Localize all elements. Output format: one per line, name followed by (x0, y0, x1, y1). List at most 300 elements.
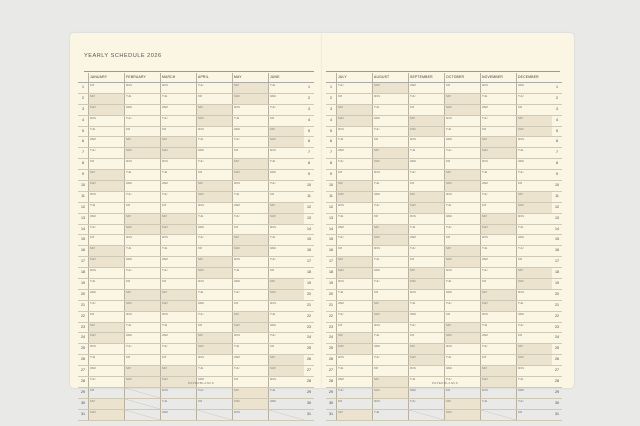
day-cell[interactable] (88, 257, 124, 267)
day-cell[interactable] (196, 290, 232, 300)
day-cell[interactable] (268, 127, 304, 137)
day-cell[interactable] (160, 170, 196, 180)
day-cell[interactable] (408, 399, 444, 409)
day-cell[interactable] (268, 301, 304, 311)
day-cell[interactable] (232, 170, 268, 180)
day-cell[interactable] (232, 257, 268, 267)
day-cell[interactable] (196, 355, 232, 365)
day-cell[interactable] (88, 94, 124, 104)
day-cell[interactable] (196, 214, 232, 224)
day-cell[interactable] (408, 355, 444, 365)
day-cell[interactable] (408, 94, 444, 104)
day-cell[interactable] (372, 214, 408, 224)
day-cell[interactable] (516, 388, 552, 398)
day-cell[interactable] (516, 127, 552, 137)
day-cell[interactable] (88, 312, 124, 322)
day-cell[interactable] (372, 290, 408, 300)
day-cell[interactable] (516, 257, 552, 267)
day-cell[interactable] (232, 410, 268, 420)
day-cell[interactable] (160, 366, 196, 376)
day-cell[interactable] (232, 137, 268, 147)
day-cell[interactable] (444, 116, 480, 126)
day-cell[interactable] (516, 83, 552, 93)
day-cell[interactable] (480, 344, 516, 354)
day-cell[interactable] (444, 192, 480, 202)
day-cell[interactable] (196, 116, 232, 126)
day-cell[interactable] (196, 127, 232, 137)
day-cell[interactable] (124, 257, 160, 267)
day-cell[interactable] (160, 159, 196, 169)
day-cell[interactable] (516, 366, 552, 376)
day-cell[interactable] (480, 105, 516, 115)
day-cell[interactable] (516, 399, 552, 409)
day-cell[interactable] (336, 344, 372, 354)
day-cell[interactable] (196, 268, 232, 278)
day-cell[interactable] (268, 312, 304, 322)
day-cell[interactable] (268, 290, 304, 300)
day-cell[interactable] (444, 94, 480, 104)
day-cell[interactable] (372, 268, 408, 278)
day-cell[interactable] (516, 377, 552, 387)
day-cell[interactable] (232, 399, 268, 409)
day-cell[interactable] (268, 83, 304, 93)
day-cell[interactable] (480, 290, 516, 300)
day-cell[interactable] (88, 127, 124, 137)
day-cell[interactable] (88, 148, 124, 158)
day-cell[interactable] (160, 137, 196, 147)
day-cell[interactable] (408, 366, 444, 376)
day-cell[interactable] (372, 410, 408, 420)
day-cell[interactable] (88, 388, 124, 398)
day-cell[interactable] (372, 203, 408, 213)
day-cell[interactable] (232, 94, 268, 104)
day-cell[interactable] (516, 225, 552, 235)
day-cell[interactable] (372, 355, 408, 365)
day-cell[interactable] (88, 377, 124, 387)
day-cell[interactable] (372, 170, 408, 180)
day-cell[interactable] (268, 333, 304, 343)
day-cell[interactable] (196, 203, 232, 213)
day-cell[interactable] (516, 181, 552, 191)
day-cell[interactable] (336, 170, 372, 180)
day-cell[interactable] (160, 333, 196, 343)
day-cell[interactable] (336, 246, 372, 256)
day-cell[interactable] (480, 279, 516, 289)
day-cell[interactable] (444, 290, 480, 300)
day-cell[interactable] (196, 366, 232, 376)
day-cell[interactable] (88, 83, 124, 93)
day-cell[interactable] (88, 105, 124, 115)
day-cell[interactable] (232, 116, 268, 126)
day-cell[interactable] (160, 127, 196, 137)
day-cell[interactable] (444, 323, 480, 333)
day-cell[interactable] (444, 312, 480, 322)
day-cell[interactable] (160, 290, 196, 300)
day-cell[interactable] (160, 94, 196, 104)
day-cell[interactable] (124, 170, 160, 180)
day-cell[interactable] (124, 377, 160, 387)
day-cell[interactable] (124, 137, 160, 147)
day-cell[interactable] (268, 203, 304, 213)
day-cell[interactable] (160, 105, 196, 115)
day-cell[interactable] (160, 148, 196, 158)
day-cell[interactable] (268, 94, 304, 104)
day-cell[interactable] (232, 148, 268, 158)
day-cell[interactable] (88, 181, 124, 191)
day-cell[interactable] (372, 127, 408, 137)
day-cell[interactable] (124, 83, 160, 93)
day-cell[interactable] (444, 388, 480, 398)
day-cell[interactable] (196, 301, 232, 311)
day-cell[interactable] (336, 83, 372, 93)
day-cell[interactable] (444, 344, 480, 354)
day-cell[interactable] (372, 388, 408, 398)
day-cell[interactable] (160, 246, 196, 256)
day-cell[interactable] (268, 116, 304, 126)
day-cell[interactable] (160, 225, 196, 235)
day-cell[interactable] (516, 94, 552, 104)
day-cell[interactable] (336, 105, 372, 115)
day-cell[interactable] (268, 355, 304, 365)
day-cell[interactable] (372, 137, 408, 147)
day-cell[interactable] (88, 399, 124, 409)
day-cell[interactable] (196, 225, 232, 235)
day-cell[interactable] (480, 246, 516, 256)
day-cell[interactable] (336, 127, 372, 137)
day-cell[interactable] (372, 246, 408, 256)
day-cell[interactable] (160, 235, 196, 245)
day-cell[interactable] (196, 246, 232, 256)
day-cell[interactable] (408, 246, 444, 256)
day-cell[interactable] (268, 388, 304, 398)
day-cell[interactable] (268, 268, 304, 278)
day-cell[interactable] (408, 137, 444, 147)
day-cell[interactable] (196, 105, 232, 115)
day-cell[interactable] (232, 344, 268, 354)
day-cell[interactable] (480, 83, 516, 93)
day-cell[interactable] (88, 279, 124, 289)
day-cell[interactable] (160, 312, 196, 322)
day-cell[interactable] (336, 257, 372, 267)
day-cell[interactable] (408, 344, 444, 354)
day-cell[interactable] (124, 312, 160, 322)
day-cell[interactable] (196, 83, 232, 93)
day-cell[interactable] (268, 170, 304, 180)
day-cell[interactable] (232, 312, 268, 322)
day-cell[interactable] (444, 225, 480, 235)
day-cell[interactable] (516, 312, 552, 322)
day-cell[interactable] (124, 148, 160, 158)
day-cell[interactable] (88, 225, 124, 235)
day-cell[interactable] (124, 127, 160, 137)
day-cell[interactable] (124, 333, 160, 343)
day-cell[interactable] (268, 105, 304, 115)
day-cell[interactable] (372, 105, 408, 115)
day-cell[interactable] (196, 399, 232, 409)
day-cell[interactable] (88, 116, 124, 126)
day-cell[interactable] (196, 257, 232, 267)
day-cell[interactable] (336, 137, 372, 147)
day-cell[interactable] (232, 246, 268, 256)
day-cell[interactable] (336, 203, 372, 213)
day-cell[interactable] (124, 355, 160, 365)
day-cell[interactable] (480, 214, 516, 224)
day-cell[interactable] (196, 181, 232, 191)
day-cell[interactable] (408, 301, 444, 311)
day-cell[interactable] (516, 355, 552, 365)
day-cell[interactable] (336, 333, 372, 343)
day-cell[interactable] (480, 170, 516, 180)
day-cell[interactable] (232, 388, 268, 398)
day-cell[interactable] (372, 312, 408, 322)
day-cell[interactable] (408, 323, 444, 333)
day-cell[interactable] (160, 192, 196, 202)
day-cell[interactable] (268, 225, 304, 235)
day-cell[interactable] (232, 192, 268, 202)
day-cell[interactable] (372, 366, 408, 376)
day-cell[interactable] (444, 268, 480, 278)
day-cell[interactable] (408, 257, 444, 267)
day-cell[interactable] (480, 148, 516, 158)
day-cell[interactable] (88, 235, 124, 245)
day-cell[interactable] (444, 399, 480, 409)
day-cell[interactable] (160, 388, 196, 398)
day-cell[interactable] (124, 366, 160, 376)
day-cell[interactable] (268, 323, 304, 333)
day-cell[interactable] (516, 279, 552, 289)
day-cell[interactable] (444, 214, 480, 224)
day-cell[interactable] (408, 225, 444, 235)
day-cell[interactable] (124, 159, 160, 169)
day-cell[interactable] (516, 290, 552, 300)
day-cell[interactable] (124, 116, 160, 126)
day-cell[interactable] (88, 344, 124, 354)
day-cell[interactable] (372, 225, 408, 235)
day-cell[interactable] (124, 268, 160, 278)
day-cell[interactable] (268, 344, 304, 354)
day-cell[interactable] (516, 148, 552, 158)
day-cell[interactable] (516, 214, 552, 224)
day-cell[interactable] (196, 344, 232, 354)
day-cell[interactable] (88, 366, 124, 376)
day-cell[interactable] (232, 333, 268, 343)
day-cell[interactable] (408, 388, 444, 398)
day-cell[interactable] (444, 410, 480, 420)
day-cell[interactable] (480, 333, 516, 343)
day-cell[interactable] (232, 279, 268, 289)
day-cell[interactable] (516, 235, 552, 245)
day-cell[interactable] (444, 148, 480, 158)
day-cell[interactable] (336, 225, 372, 235)
day-cell[interactable] (408, 181, 444, 191)
day-cell[interactable] (480, 235, 516, 245)
day-cell[interactable] (372, 333, 408, 343)
day-cell[interactable] (268, 246, 304, 256)
day-cell[interactable] (336, 399, 372, 409)
day-cell[interactable] (408, 83, 444, 93)
day-cell[interactable] (372, 235, 408, 245)
day-cell[interactable] (516, 410, 552, 420)
day-cell[interactable] (408, 159, 444, 169)
day-cell[interactable] (160, 323, 196, 333)
day-cell[interactable] (160, 257, 196, 267)
day-cell[interactable] (124, 225, 160, 235)
day-cell[interactable] (336, 410, 372, 420)
day-cell[interactable] (372, 323, 408, 333)
day-cell[interactable] (336, 116, 372, 126)
day-cell[interactable] (372, 148, 408, 158)
day-cell[interactable] (88, 159, 124, 169)
day-cell[interactable] (408, 203, 444, 213)
day-cell[interactable] (88, 203, 124, 213)
day-cell[interactable] (88, 301, 124, 311)
day-cell[interactable] (124, 94, 160, 104)
day-cell[interactable] (124, 214, 160, 224)
day-cell[interactable] (160, 399, 196, 409)
day-cell[interactable] (516, 116, 552, 126)
day-cell[interactable] (480, 192, 516, 202)
day-cell[interactable] (336, 323, 372, 333)
day-cell[interactable] (232, 235, 268, 245)
day-cell[interactable] (444, 105, 480, 115)
day-cell[interactable] (160, 268, 196, 278)
day-cell[interactable] (372, 94, 408, 104)
day-cell[interactable] (480, 268, 516, 278)
day-cell[interactable] (372, 181, 408, 191)
day-cell[interactable] (232, 105, 268, 115)
day-cell[interactable] (232, 214, 268, 224)
day-cell[interactable] (408, 192, 444, 202)
day-cell[interactable] (444, 181, 480, 191)
day-cell[interactable] (196, 159, 232, 169)
day-cell[interactable] (336, 148, 372, 158)
day-cell[interactable] (444, 246, 480, 256)
day-cell[interactable] (232, 181, 268, 191)
day-cell[interactable] (516, 170, 552, 180)
day-cell[interactable] (160, 279, 196, 289)
day-cell[interactable] (160, 214, 196, 224)
day-cell[interactable] (196, 388, 232, 398)
day-cell[interactable] (372, 399, 408, 409)
day-cell[interactable] (480, 301, 516, 311)
day-cell[interactable] (88, 137, 124, 147)
day-cell[interactable] (336, 279, 372, 289)
day-cell[interactable] (336, 388, 372, 398)
day-cell[interactable] (480, 388, 516, 398)
day-cell[interactable] (408, 116, 444, 126)
day-cell[interactable] (480, 203, 516, 213)
day-cell[interactable] (444, 235, 480, 245)
day-cell[interactable] (88, 268, 124, 278)
day-cell[interactable] (408, 170, 444, 180)
day-cell[interactable] (160, 203, 196, 213)
day-cell[interactable] (480, 181, 516, 191)
day-cell[interactable] (408, 214, 444, 224)
day-cell[interactable] (444, 203, 480, 213)
day-cell[interactable] (124, 192, 160, 202)
day-cell[interactable] (124, 323, 160, 333)
day-cell[interactable] (516, 203, 552, 213)
day-cell[interactable] (516, 344, 552, 354)
day-cell[interactable] (516, 192, 552, 202)
day-cell[interactable] (408, 268, 444, 278)
day-cell[interactable] (444, 170, 480, 180)
day-cell[interactable] (124, 235, 160, 245)
day-cell[interactable] (372, 344, 408, 354)
day-cell[interactable] (480, 377, 516, 387)
day-cell[interactable] (196, 312, 232, 322)
day-cell[interactable] (232, 377, 268, 387)
day-cell[interactable] (480, 366, 516, 376)
day-cell[interactable] (196, 192, 232, 202)
day-cell[interactable] (268, 181, 304, 191)
day-cell[interactable] (444, 83, 480, 93)
day-cell[interactable] (268, 159, 304, 169)
day-cell[interactable] (232, 159, 268, 169)
day-cell[interactable] (480, 127, 516, 137)
day-cell[interactable] (480, 94, 516, 104)
day-cell[interactable] (480, 312, 516, 322)
day-cell[interactable] (336, 192, 372, 202)
day-cell[interactable] (88, 355, 124, 365)
day-cell[interactable] (124, 246, 160, 256)
day-cell[interactable] (336, 301, 372, 311)
day-cell[interactable] (408, 235, 444, 245)
day-cell[interactable] (268, 235, 304, 245)
day-cell[interactable] (160, 344, 196, 354)
day-cell[interactable] (336, 377, 372, 387)
day-cell[interactable] (268, 192, 304, 202)
day-cell[interactable] (124, 105, 160, 115)
day-cell[interactable] (516, 323, 552, 333)
day-cell[interactable] (88, 323, 124, 333)
day-cell[interactable] (160, 181, 196, 191)
day-cell[interactable] (372, 116, 408, 126)
day-cell[interactable] (232, 127, 268, 137)
day-cell[interactable] (480, 137, 516, 147)
day-cell[interactable] (336, 366, 372, 376)
day-cell[interactable] (372, 83, 408, 93)
day-cell[interactable] (124, 279, 160, 289)
day-cell[interactable] (444, 127, 480, 137)
day-cell[interactable] (372, 257, 408, 267)
day-cell[interactable] (516, 333, 552, 343)
day-cell[interactable] (336, 235, 372, 245)
day-cell[interactable] (516, 301, 552, 311)
day-cell[interactable] (444, 137, 480, 147)
day-cell[interactable] (480, 116, 516, 126)
day-cell[interactable] (372, 192, 408, 202)
day-cell[interactable] (160, 83, 196, 93)
day-cell[interactable] (336, 268, 372, 278)
day-cell[interactable] (336, 355, 372, 365)
day-cell[interactable] (268, 214, 304, 224)
day-cell[interactable] (372, 159, 408, 169)
day-cell[interactable] (516, 137, 552, 147)
day-cell[interactable] (124, 301, 160, 311)
day-cell[interactable] (480, 355, 516, 365)
day-cell[interactable] (336, 214, 372, 224)
day-cell[interactable] (336, 181, 372, 191)
day-cell[interactable] (196, 94, 232, 104)
day-cell[interactable] (372, 279, 408, 289)
day-cell[interactable] (268, 399, 304, 409)
day-cell[interactable] (232, 290, 268, 300)
day-cell[interactable] (232, 301, 268, 311)
day-cell[interactable] (196, 148, 232, 158)
day-cell[interactable] (408, 148, 444, 158)
day-cell[interactable] (444, 333, 480, 343)
